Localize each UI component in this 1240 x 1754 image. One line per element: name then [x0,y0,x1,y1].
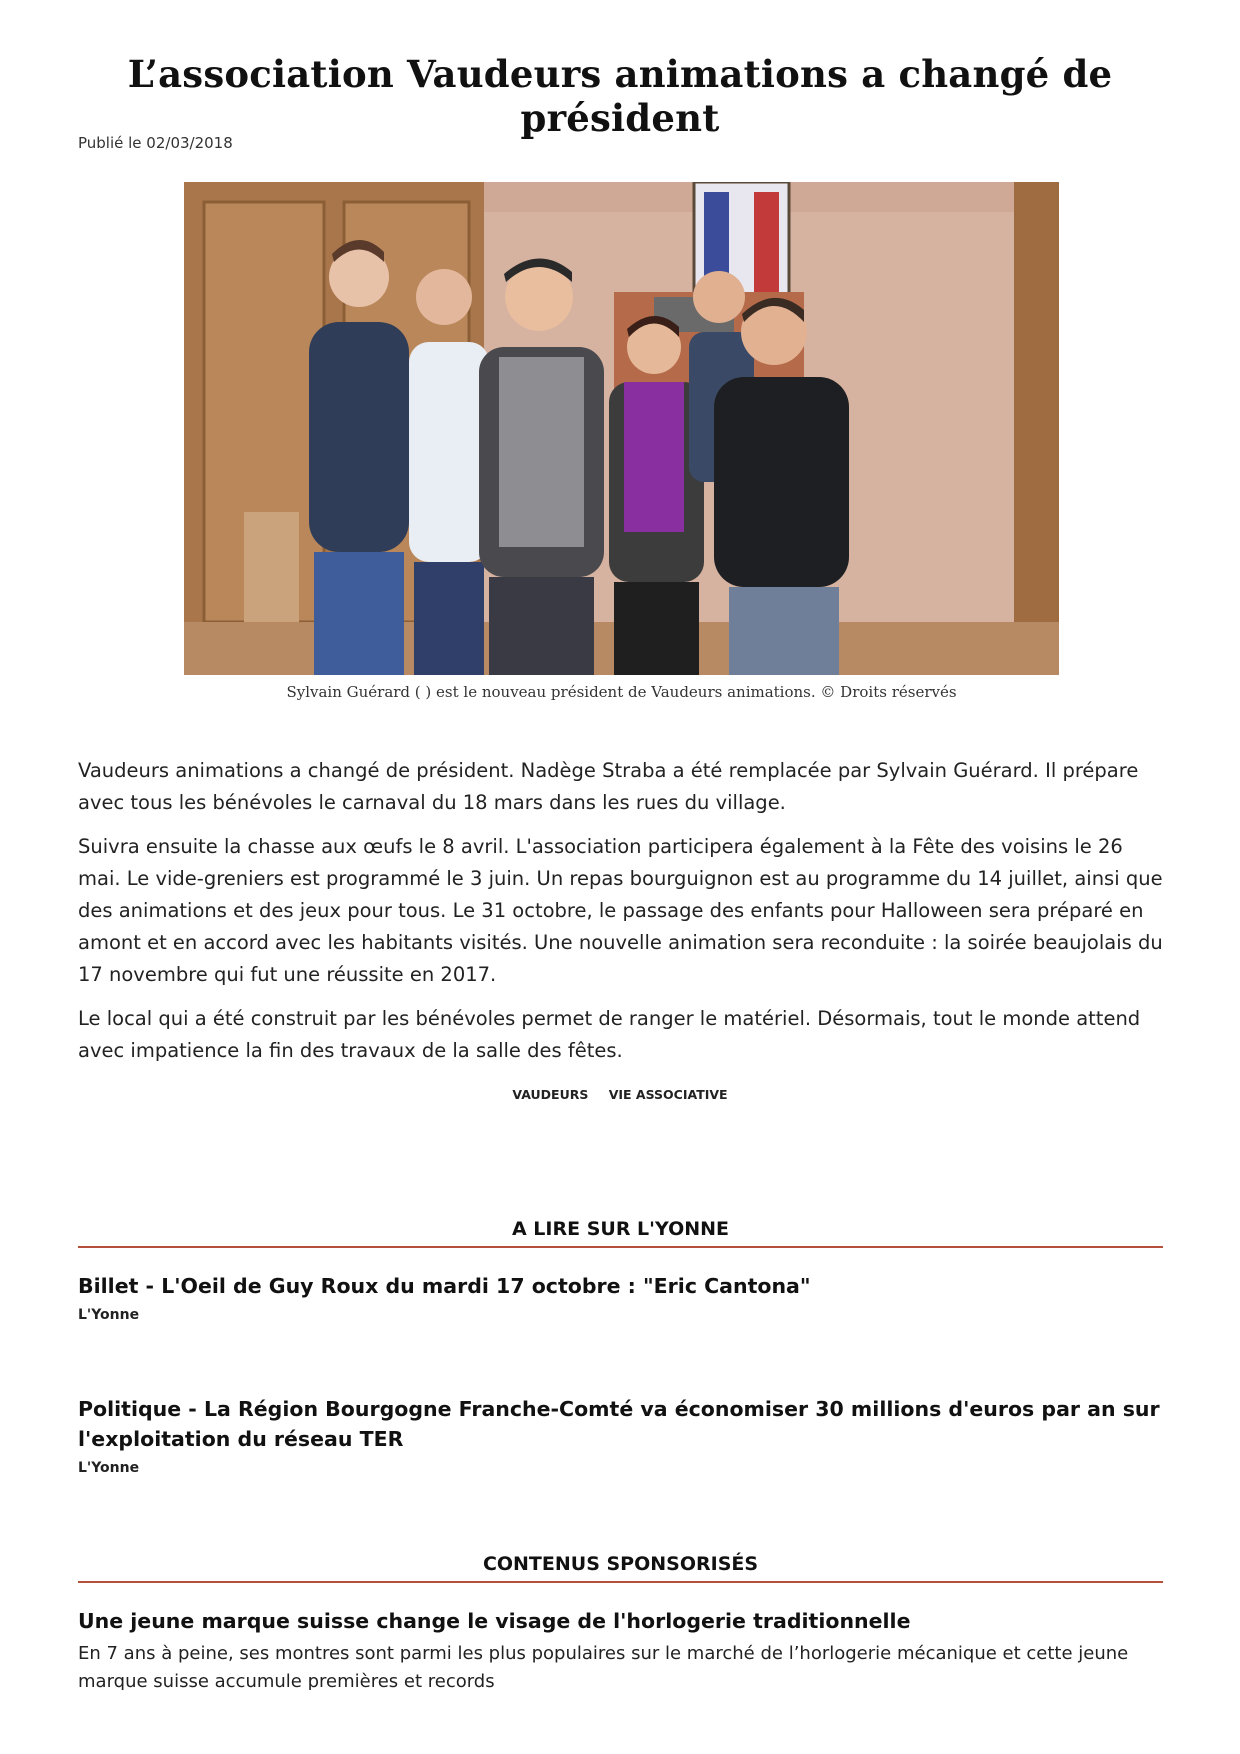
sponsored-article-teaser: En 7 ans à peine, ses montres sont parmi les plus populaires sur le marché de l’horlogerie mécanique et cette jeune marque suisse accumule premières et records [78,1643,1129,1690]
photo-caption: Sylvain Guérard ( ) est le nouveau président de Vaudeurs animations. © Droits réservés [286,683,957,701]
related-article-link[interactable]: Billet - L'Oeil de Guy Roux du mardi 17 octobre : "Eric Cantona" [78,1274,811,1298]
article-paragraph: Vaudeurs animations a changé de président. Nadège Straba a été remplacée par Sylvain Guérard. Il prépare avec tous les bénévoles le carnaval du 18 mars dans les rues du village. [78,759,1139,814]
article-paragraph: Suivra ensuite la chasse aux œufs le 8 avril. L'association participera également à la Fête des voisins le 26 mai. Le vide-greniers est programmé le 3 juin. Un repas bourguignon est au programme du 14 juillet, ainsi que des animations et des jeux pour tous. Le 31 octobre, le passage des enfants pour Halloween sera préparé en amont et en accord avec les habitants visités. Une nouvelle animation sera reconduite : la soirée beaujolais du 17 novembre qui fut une réussite en 2017. [78,835,1163,986]
tag-link[interactable]: VIE ASSOCIATIVE [608,1087,728,1102]
related-article-source: L'Yonne [78,1307,140,1323]
article-photo [184,182,1059,675]
tag-link[interactable]: VAUDEURS [512,1087,589,1102]
group-photo-illustration [184,182,1059,675]
read-also-heading: A LIRE SUR L'YONNE [78,1218,1163,1248]
publish-date: Publié le 02/03/2018 [78,134,233,152]
article-title: L’association Vaudeurs animations a changé de président [127,52,1113,140]
tag-list [0,1087,1240,1102]
sponsored-heading: CONTENUS SPONSORISÉS [78,1553,1163,1583]
sponsored-article-link[interactable]: Une jeune marque suisse change le visage de l'horlogerie traditionnelle [78,1609,911,1633]
article-body [78,755,1163,1079]
article-paragraph: Le local qui a été construit par les bénévoles permet de ranger le matériel. Désormais, tout le monde attend avec impatience la fin des travaux de la salle des fêtes. [78,1007,1141,1062]
related-article-link[interactable]: Politique - La Région Bourgogne Franche-Comté va économiser 30 millions d'euros par an sur l'exploitation du réseau TER [78,1397,1160,1451]
related-article-source: L'Yonne [78,1460,140,1476]
